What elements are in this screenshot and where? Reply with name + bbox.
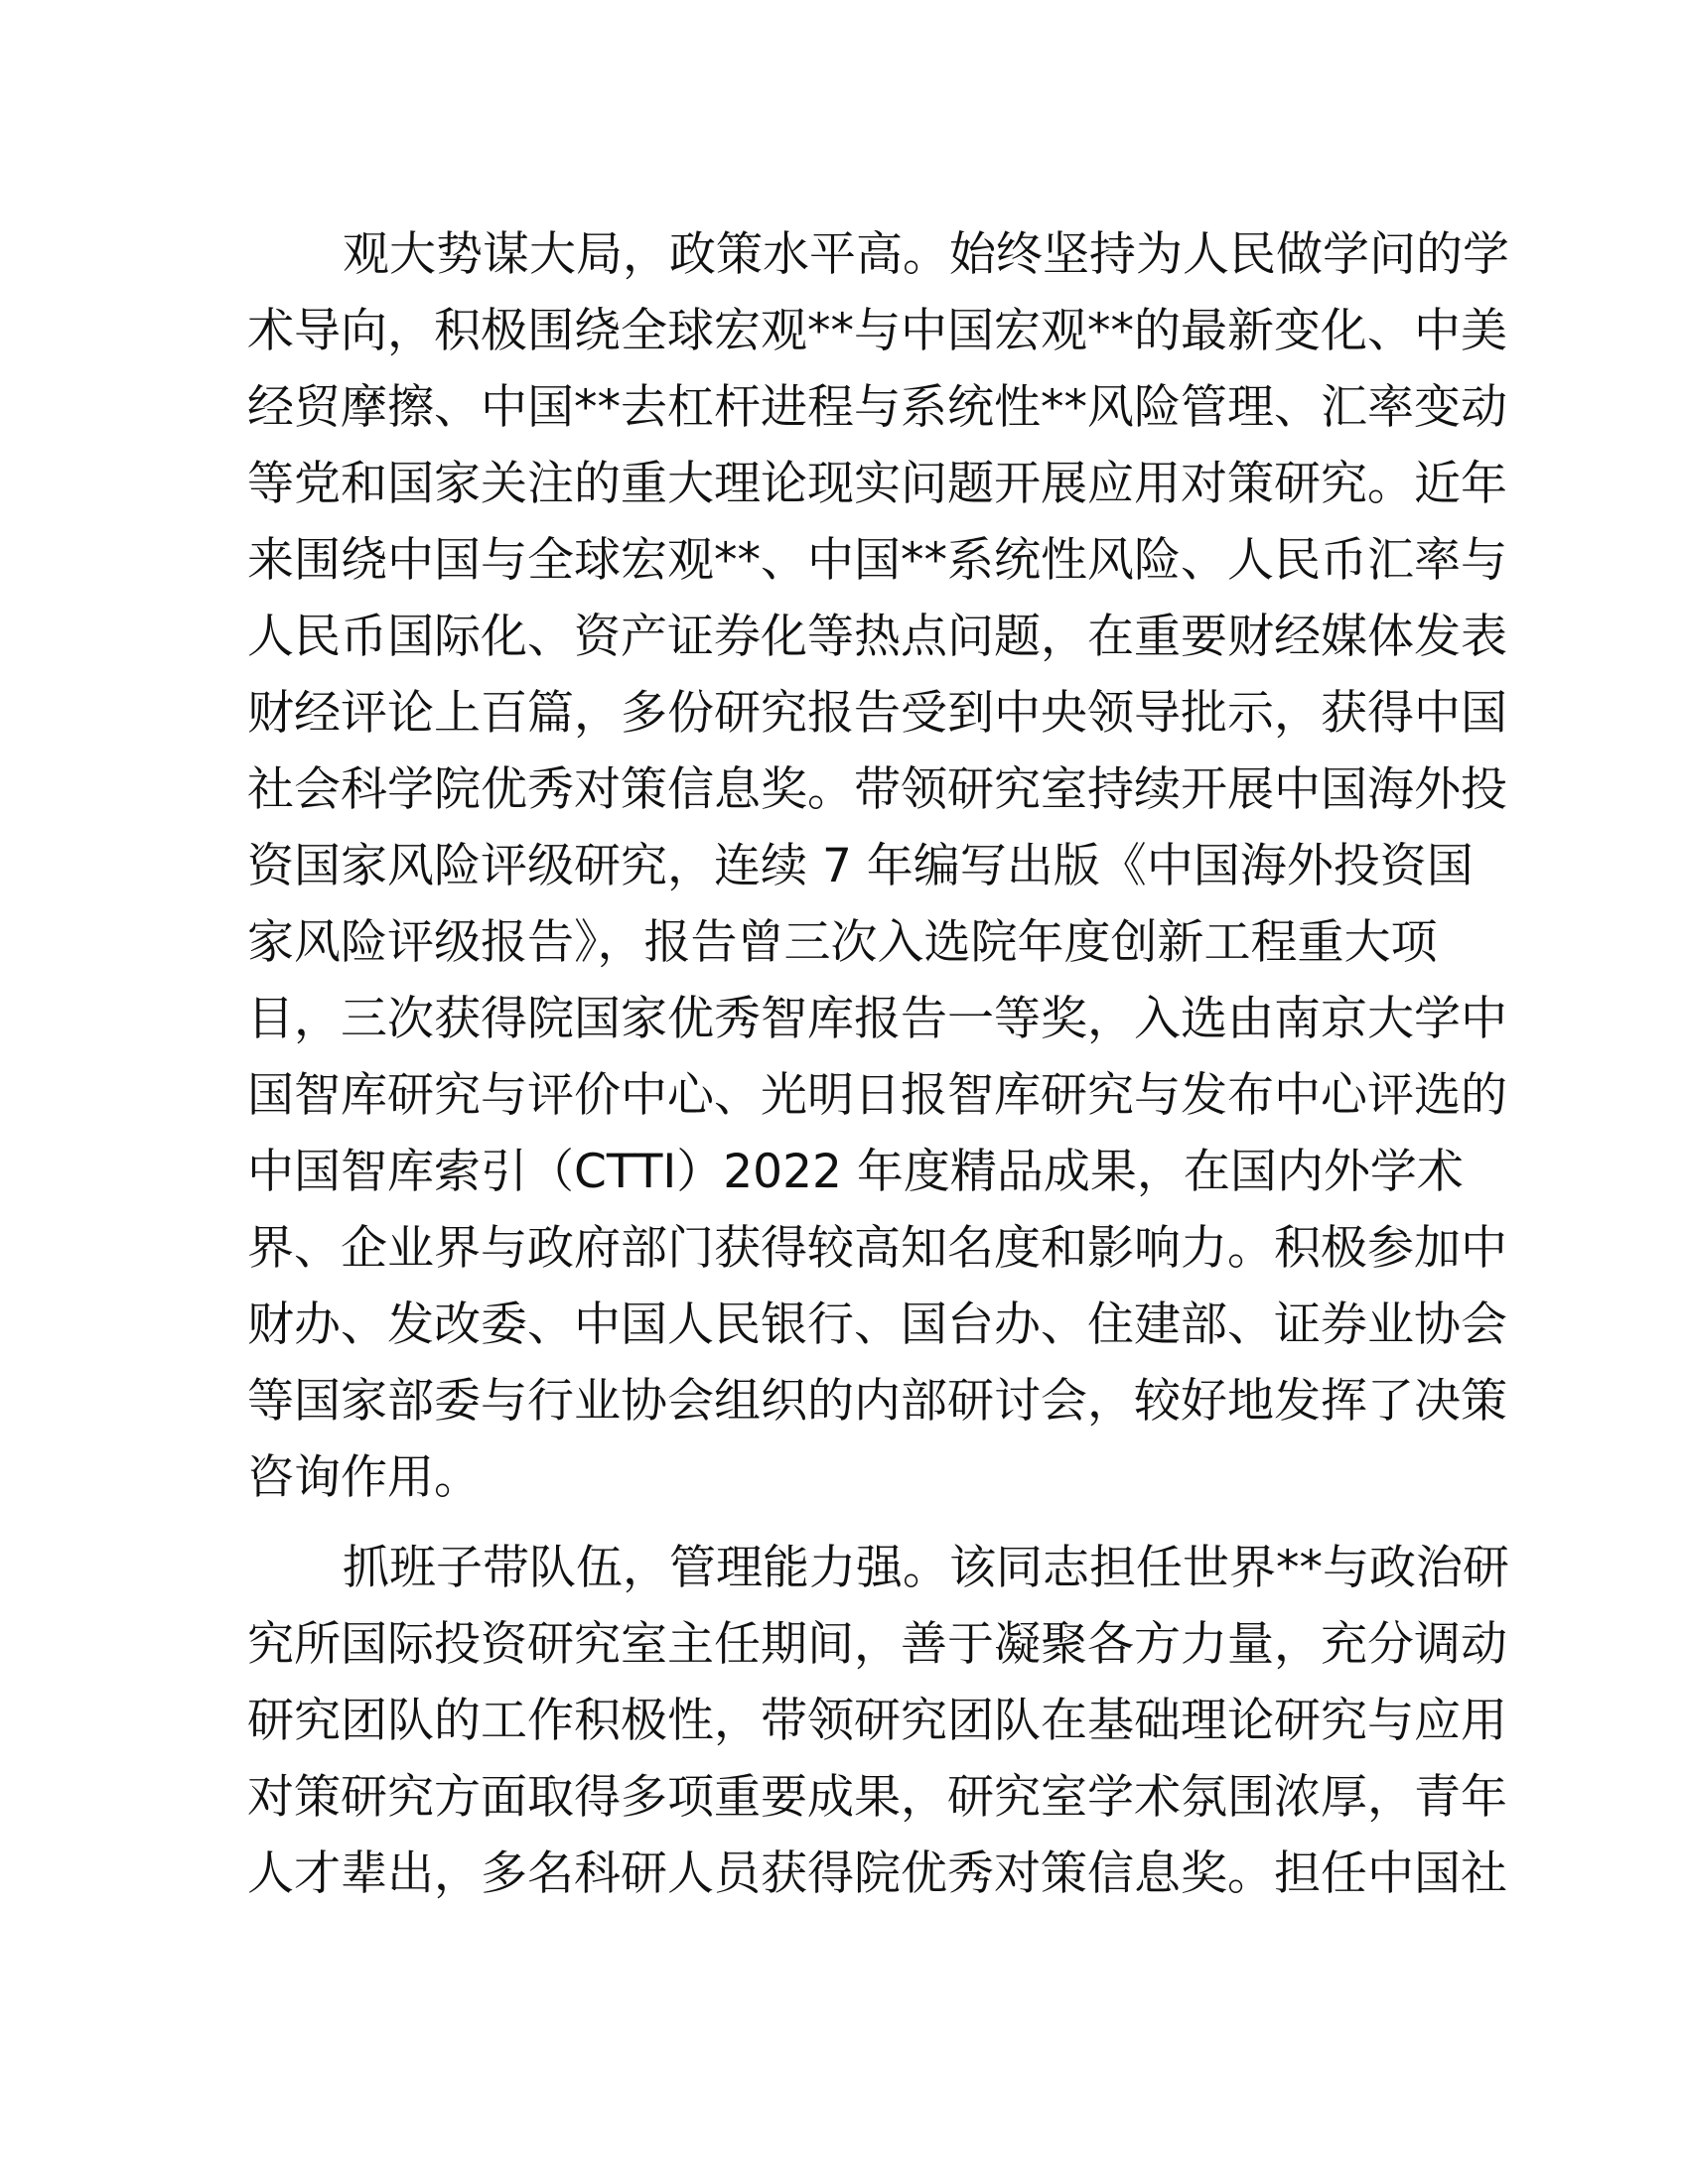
text-line: 经贸摩擦、中国**去杠杆进程与系统性**风险管理、汇率变动: [247, 380, 1507, 435]
text-line: 对策研究方面取得多项重要成果，研究室学术氛围浓厚，青年: [247, 1770, 1507, 1825]
text-line: 观大势谋大局，政策水平高。始终坚持为人民做学问的学: [343, 227, 1509, 282]
text-line: 中国智库索引（CTTI）2022 年度精品成果，在国内外学术: [247, 1145, 1464, 1199]
text-line: 咨询作用。: [247, 1450, 481, 1505]
text-line: 家风险评级报告》，报告曾三次入选院年度创新工程重大项: [247, 915, 1438, 970]
text-line: 究所国际投资研究室主任期间，善于凝聚各方力量，充分调动: [247, 1617, 1507, 1672]
text-line: 抓班子带队伍，管理能力强。该同志担任世界**与政治研: [343, 1541, 1509, 1595]
text-line: 界、企业界与政府部门获得较高知名度和影响力。积极参加中: [247, 1221, 1507, 1276]
text-line: 研究团队的工作积极性，带领研究团队在基础理论研究与应用: [247, 1694, 1507, 1748]
text-line: 资国家风险评级研究，连续 7 年编写出版《中国海外投资国: [247, 839, 1474, 893]
text-line: 人才辈出，多名科研人员获得院优秀对策信息奖。担任中国社: [247, 1846, 1507, 1901]
text-line: 社会科学院优秀对策信息奖。带领研究室持续开展中国海外投: [247, 762, 1507, 817]
text-line: 财办、发改委、中国人民银行、国台办、住建部、证券业协会: [247, 1297, 1507, 1352]
text-line: 国智库研究与评价中心、光明日报智库研究与发布中心评选的: [247, 1068, 1507, 1123]
text-line: 人民币国际化、资产证券化等热点问题，在重要财经媒体发表: [247, 610, 1507, 664]
text-line: 等党和国家关注的重大理论现实问题开展应用对策研究。近年: [247, 457, 1507, 511]
text-line: 财经评论上百篇，多份研究报告受到中央领导批示，获得中国: [247, 686, 1507, 741]
text-line: 术导向，积极围绕全球宏观**与中国宏观**的最新变化、中美: [247, 304, 1507, 358]
paragraph: [247, 1530, 1509, 1912]
text-line: 来围绕中国与全球宏观**、中国**系统性风险、人民币汇率与: [247, 533, 1507, 588]
document-body: [247, 216, 1509, 1912]
text-line: 目，三次获得院国家优秀智库报告一等奖，入选由南京大学中: [247, 992, 1507, 1046]
text-line: 等国家部委与行业协会组织的内部研讨会，较好地发挥了决策: [247, 1374, 1507, 1429]
paragraph: [247, 216, 1509, 1516]
